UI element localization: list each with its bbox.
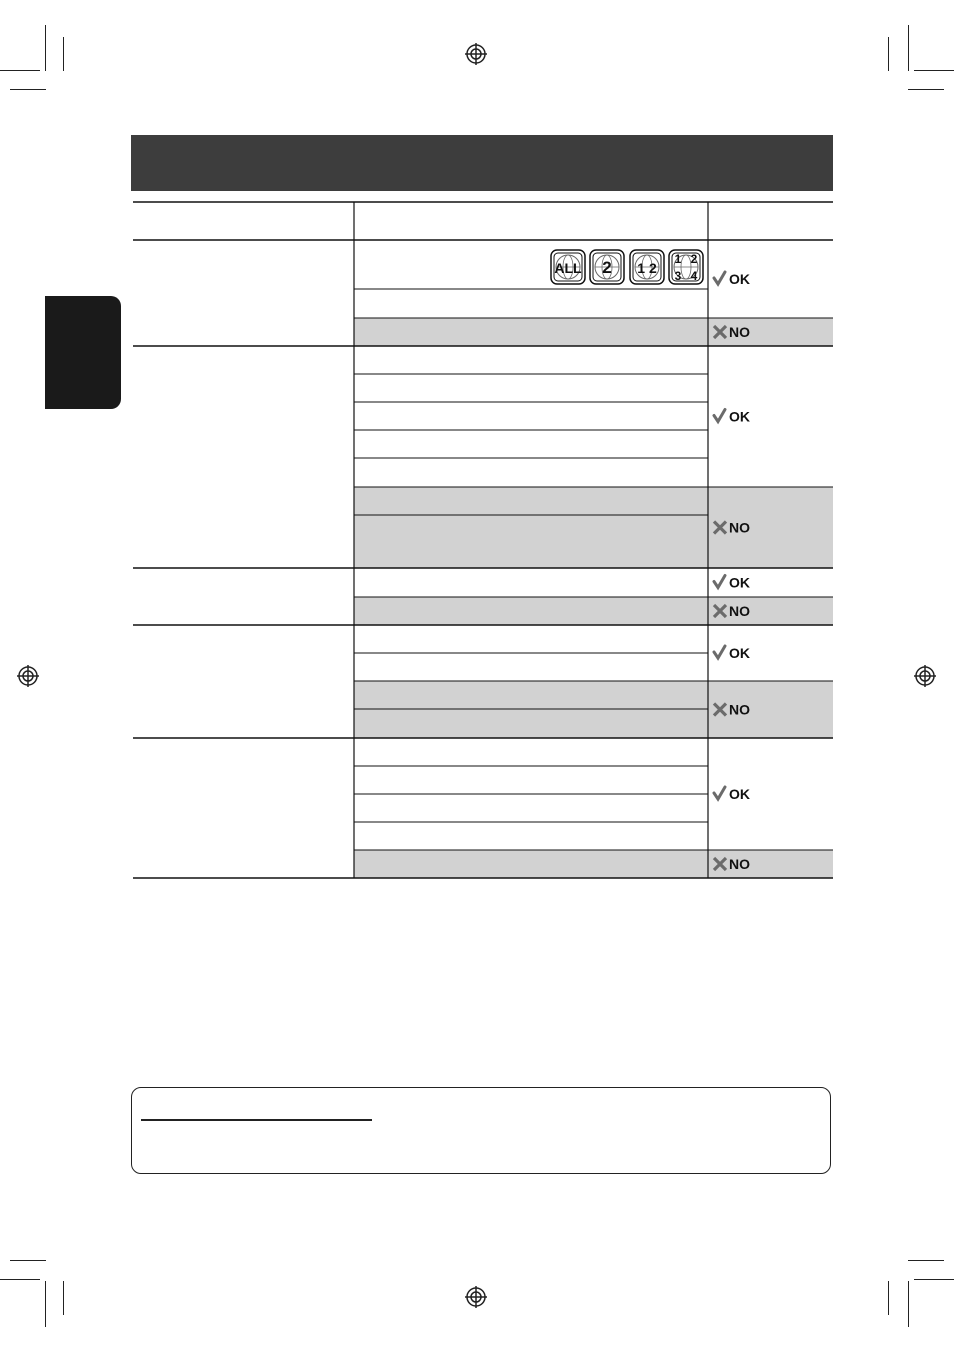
status-label: NO [729, 519, 750, 536]
status-label: NO [729, 603, 750, 619]
region-code-label: 1 2 [637, 260, 657, 276]
region-code-label: 3 [674, 269, 682, 283]
status-label: OK [729, 645, 750, 661]
region-code-label: 2 [602, 258, 612, 277]
check-icon [714, 787, 725, 799]
status-label: OK [729, 574, 750, 591]
check-icon [714, 272, 725, 284]
region-code-label: 1 [674, 252, 682, 266]
check-icon [714, 410, 725, 422]
check-icon [714, 576, 725, 588]
table-row-shaded [354, 487, 833, 515]
region-code-label: 4 [690, 269, 698, 283]
note-title-underline [141, 1119, 372, 1121]
region-code-label: 2 [690, 252, 698, 266]
status-label: NO [729, 856, 750, 872]
table-row-shaded [354, 709, 833, 738]
status-label: OK [729, 786, 750, 802]
status-label: OK [729, 408, 750, 425]
table-row-shaded [354, 850, 833, 878]
table-row-shaded [354, 681, 833, 709]
check-icon [714, 646, 725, 658]
status-label: OK [729, 271, 750, 287]
region-code-label: ALL [554, 260, 582, 276]
table-row-shaded [354, 515, 833, 568]
note-box [131, 1087, 831, 1174]
status-label: NO [729, 701, 750, 718]
table-row-shaded [354, 597, 833, 625]
table-row-shaded [354, 318, 833, 346]
status-label: NO [729, 324, 750, 340]
